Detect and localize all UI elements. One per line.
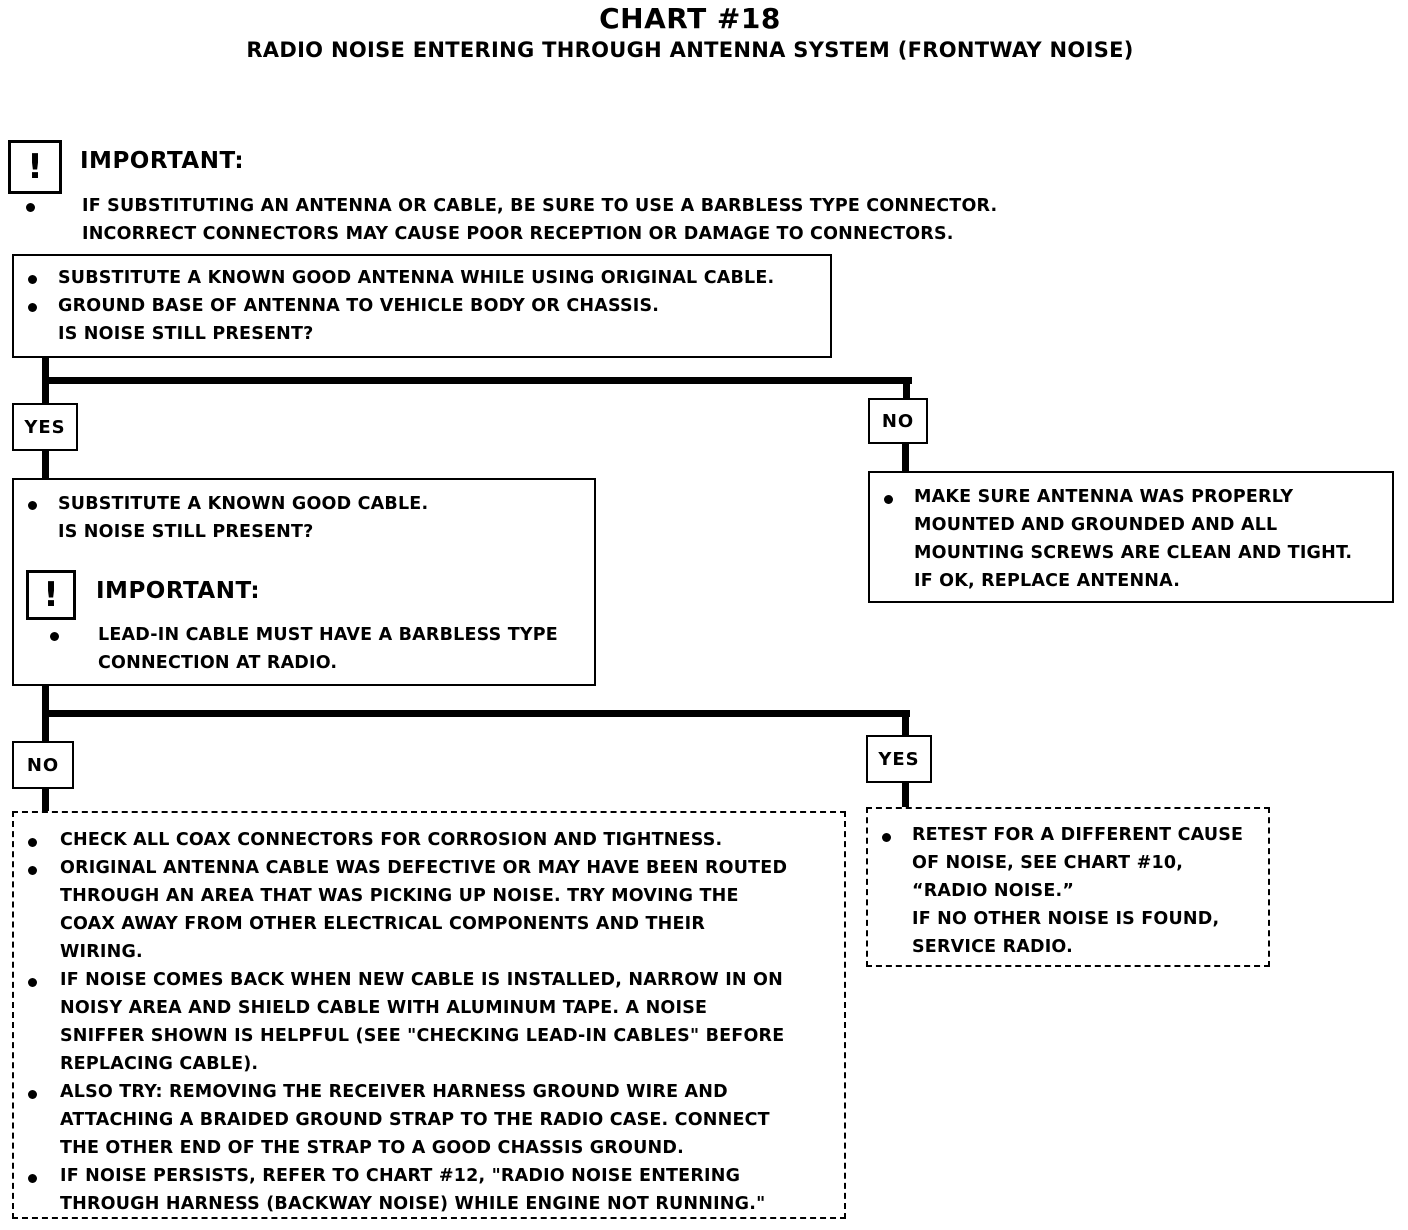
connector-line bbox=[902, 710, 909, 736]
result-line: MAKE SURE ANTENNA WAS PROPERLY bbox=[914, 487, 1294, 507]
exclamation-icon: ! bbox=[8, 140, 62, 194]
result-line: THE OTHER END OF THE STRAP TO A GOOD CHASSIS GROUND. bbox=[60, 1138, 684, 1158]
yes2-result-box bbox=[866, 807, 1270, 967]
bullet-icon bbox=[28, 978, 37, 987]
no-label: NO bbox=[12, 741, 74, 789]
chart-subtitle: RADIO NOISE ENTERING THROUGH ANTENNA SYSTEM (FRONTWAY NOISE) bbox=[246, 38, 1134, 62]
result-line: ORIGINAL ANTENNA CABLE WAS DEFECTIVE OR MAY HAVE BEEN ROUTED bbox=[60, 858, 788, 878]
connector-line bbox=[42, 451, 49, 479]
important-line: IF SUBSTITUTING AN ANTENNA OR CABLE, BE SURE TO USE A BARBLESS TYPE CONNECTOR. bbox=[82, 196, 998, 216]
result-line: IF NOISE PERSISTS, REFER TO CHART #12, "RADIO NOISE ENTERING bbox=[60, 1166, 741, 1186]
no2-result-box bbox=[12, 811, 846, 1219]
bullet-icon bbox=[26, 203, 35, 212]
no-label: NO bbox=[868, 398, 928, 444]
result-line: OF NOISE, SEE CHART #10, bbox=[912, 853, 1184, 873]
important-line: INCORRECT CONNECTORS MAY CAUSE POOR RECEPTION OR DAMAGE TO CONNECTORS. bbox=[82, 224, 954, 244]
connector-line bbox=[902, 444, 909, 472]
bullet-icon bbox=[28, 303, 37, 312]
no1-result-box bbox=[868, 471, 1394, 603]
connector-line bbox=[42, 710, 910, 717]
result-line: REPLACING CABLE). bbox=[60, 1054, 259, 1074]
connector-line bbox=[42, 789, 49, 813]
result-line: MOUNTED AND GROUNDED AND ALL bbox=[914, 515, 1278, 535]
result-line: ALSO TRY: REMOVING THE RECEIVER HARNESS GROUND WIRE AND bbox=[60, 1082, 728, 1102]
result-line: NOISY AREA AND SHIELD CABLE WITH ALUMINUM TAPE. A NOISE bbox=[60, 998, 708, 1018]
result-line: “RADIO NOISE.” bbox=[912, 881, 1075, 901]
connector-line bbox=[42, 377, 912, 384]
result-line: RETEST FOR A DIFFERENT CAUSE bbox=[912, 825, 1244, 845]
connector-line bbox=[902, 783, 909, 809]
important-heading: IMPORTANT: bbox=[96, 578, 261, 604]
important-heading: IMPORTANT: bbox=[80, 148, 245, 174]
step2-box bbox=[12, 478, 596, 686]
step1-box bbox=[12, 254, 832, 358]
bullet-icon bbox=[28, 275, 37, 284]
result-line: ATTACHING A BRAIDED GROUND STRAP TO THE RADIO CASE. CONNECT bbox=[60, 1110, 770, 1130]
result-line: THROUGH AN AREA THAT WAS PICKING UP NOISE. TRY MOVING THE bbox=[60, 886, 739, 906]
result-line: CHECK ALL COAX CONNECTORS FOR CORROSION AND TIGHTNESS. bbox=[60, 830, 723, 850]
important-line: LEAD-IN CABLE MUST HAVE A BARBLESS TYPE bbox=[98, 625, 558, 645]
connector-line bbox=[903, 377, 910, 399]
bullet-icon bbox=[884, 495, 893, 504]
step1-question: IS NOISE STILL PRESENT? bbox=[58, 324, 314, 344]
result-line: SNIFFER SHOWN IS HELPFUL (SEE "CHECKING LEAD-IN CABLES" BEFORE bbox=[60, 1026, 785, 1046]
result-line: THROUGH HARNESS (BACKWAY NOISE) WHILE ENGINE NOT RUNNING." bbox=[60, 1194, 766, 1214]
result-line: IF NO OTHER NOISE IS FOUND, bbox=[912, 909, 1220, 929]
bullet-icon bbox=[28, 1174, 37, 1183]
result-line: COAX AWAY FROM OTHER ELECTRICAL COMPONENTS AND THEIR bbox=[60, 914, 705, 934]
important-line: CONNECTION AT RADIO. bbox=[98, 653, 338, 673]
yes-label: YES bbox=[866, 735, 932, 783]
step2-question: IS NOISE STILL PRESENT? bbox=[58, 522, 314, 542]
step2-line: SUBSTITUTE A KNOWN GOOD CABLE. bbox=[58, 494, 429, 514]
result-line: SERVICE RADIO. bbox=[912, 937, 1073, 957]
result-line: MOUNTING SCREWS ARE CLEAN AND TIGHT. bbox=[914, 543, 1353, 563]
bullet-icon bbox=[28, 838, 37, 847]
yes-label: YES bbox=[12, 403, 78, 451]
result-line: IF NOISE COMES BACK WHEN NEW CABLE IS INSTALLED, NARROW IN ON bbox=[60, 970, 783, 990]
step1-line: SUBSTITUTE A KNOWN GOOD ANTENNA WHILE USING ORIGINAL CABLE. bbox=[58, 268, 775, 288]
bullet-icon bbox=[28, 866, 37, 875]
bullet-icon bbox=[28, 501, 37, 510]
result-line: IF OK, REPLACE ANTENNA. bbox=[914, 571, 1181, 591]
chart-title: CHART #18 bbox=[599, 2, 781, 35]
exclamation-icon: ! bbox=[26, 570, 76, 620]
bullet-icon bbox=[882, 833, 891, 842]
result-line: WIRING. bbox=[60, 942, 143, 962]
bullet-icon bbox=[28, 1090, 37, 1099]
bullet-icon bbox=[50, 632, 59, 641]
step1-line: GROUND BASE OF ANTENNA TO VEHICLE BODY OR CHASSIS. bbox=[58, 296, 660, 316]
